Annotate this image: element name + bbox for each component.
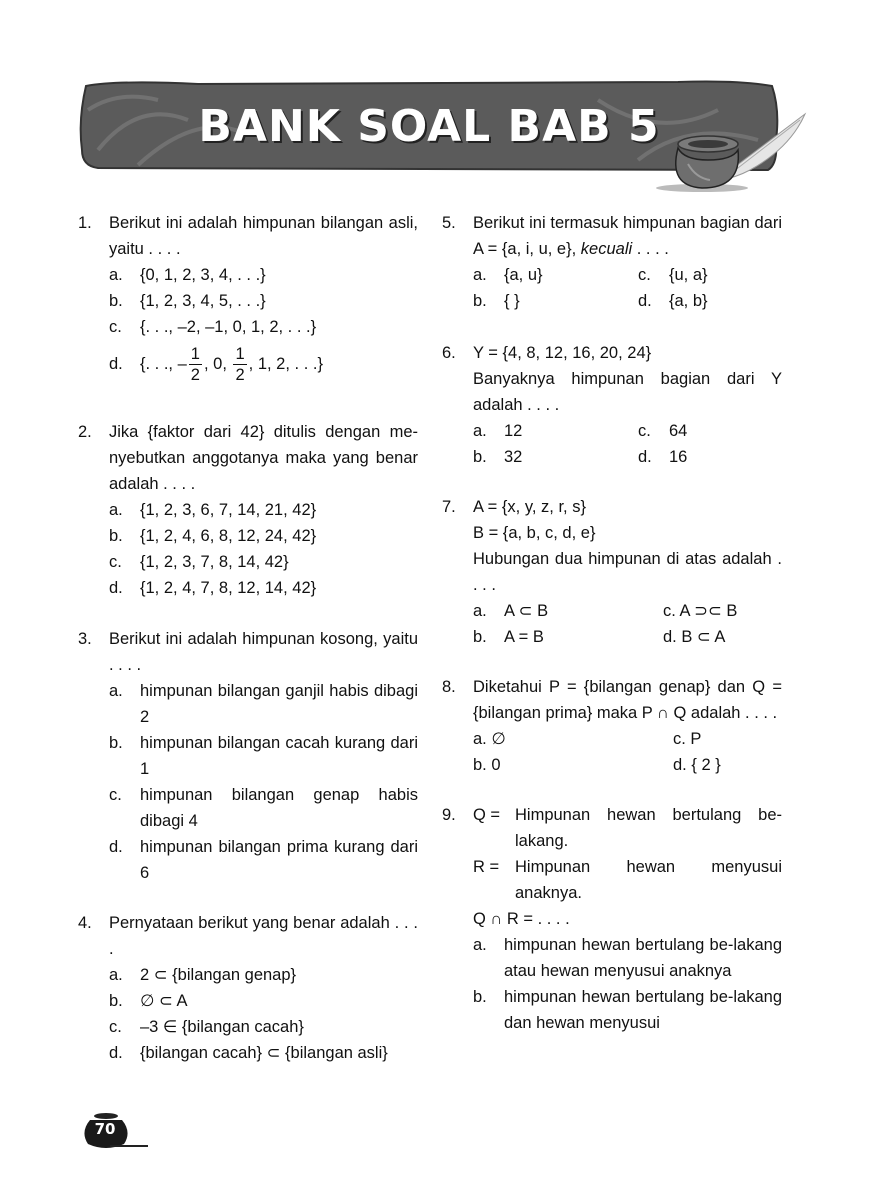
option-b: b. himpunan hewan bertulang be-lakang dan hewan menyusui	[473, 988, 782, 1032]
option-b: b. 0	[473, 756, 501, 774]
option-b: b. himpunan bilangan cacah kurang dari 1	[109, 734, 418, 778]
question-expression: Q ∩ R = . . . .	[473, 910, 570, 928]
option-a: a. 12	[473, 422, 523, 440]
page-number: 70	[94, 1120, 116, 1138]
definition-q: Q = Himpunan hewan bertulang be-lakang.	[473, 806, 782, 850]
option-a: a. 2 ⊂ {bilangan genap}	[109, 966, 297, 984]
option-a: a. ∅	[473, 730, 506, 748]
question-4	[78, 910, 418, 1066]
question-2	[78, 419, 418, 601]
option-d: d. {a, b}	[638, 292, 708, 310]
question-number: 6.	[442, 344, 456, 362]
option-d: d. { 2 }	[673, 756, 721, 774]
option-b: b. { }	[473, 292, 520, 310]
option-c: c. himpunan bilangan genap habis dibagi 4	[109, 786, 418, 830]
question-text: Banyaknya himpunan bagian dari Y adalah . . . .	[473, 370, 782, 414]
question-text: Pernyataan berikut yang benar adalah . . . .	[109, 914, 418, 958]
set-definition: Y = {4, 8, 12, 16, 20, 24}	[473, 344, 652, 362]
question-5	[442, 210, 782, 314]
fraction: $\frac{1}{2}$	[235, 345, 245, 384]
option-c: c. 64	[638, 422, 688, 440]
question-1	[78, 210, 418, 385]
banner-title: BANK SOAL BAB 5	[198, 100, 660, 152]
option-b: b. A = B	[473, 628, 544, 646]
inkpot-quill-icon	[640, 108, 810, 192]
question-6	[442, 340, 782, 470]
option-a: a. himpunan hewan bertulang be-lakang atau hewan menyusui anaknya	[473, 936, 782, 980]
option-d: d. B ⊂ A	[663, 628, 726, 646]
question-number: 3.	[78, 630, 92, 648]
fraction: $\frac{1}{2}$	[190, 345, 200, 384]
option-c: c. {. . ., –2, –1, 0, 1, 2, . . .}	[109, 318, 317, 336]
set-definition: B = {a, b, c, d, e}	[473, 524, 596, 542]
question-9	[442, 802, 782, 1036]
question-text: Berikut ini termasuk himpunan bagian dari A = {a, i, u, e}, kecuali . . . .	[473, 214, 782, 258]
option-d: d. {. . ., – $\frac{1}{2}$ , 0, $\frac{1}{2}$ , 1, 2, . . .}	[109, 345, 323, 384]
question-text: Diketahui P = {bilangan genap} dan Q = {bilangan prima} maka P ∩ Q adalah . . . .	[473, 678, 782, 722]
option-b: b. {1, 2, 3, 4, 5, . . .}	[109, 292, 266, 310]
question-number: 4.	[78, 914, 92, 932]
set-definition: A = {x, y, z, r, s}	[473, 498, 586, 516]
question-3	[78, 626, 418, 886]
question-number: 8.	[442, 678, 456, 696]
option-d: d. {1, 2, 4, 7, 8, 12, 14, 42}	[109, 579, 317, 597]
option-c: c. P	[673, 730, 702, 748]
right-column	[442, 210, 782, 1036]
left-column	[78, 210, 418, 1066]
option-a: a. {a, u}	[473, 266, 543, 284]
question-text: Berikut ini adalah himpunan kosong, yaitu . . . .	[109, 630, 418, 674]
question-7	[442, 494, 782, 650]
option-d: d. himpunan bilangan prima kurang dari 6	[109, 838, 418, 882]
option-d: d. 16	[638, 448, 688, 466]
option-b: b. ∅ ⊂ A	[109, 992, 188, 1010]
option-a: a. A ⊂ B	[473, 602, 549, 620]
question-number: 1.	[78, 214, 92, 232]
option-d: d. {bilangan cacah} ⊂ {bilangan asli}	[109, 1044, 388, 1062]
option-c: c. {u, a}	[638, 266, 708, 284]
question-number: 5.	[442, 214, 456, 232]
option-b: b. {1, 2, 4, 6, 8, 12, 24, 42}	[109, 527, 317, 545]
option-a: a. {0, 1, 2, 3, 4, . . .}	[109, 266, 266, 284]
question-text: Berikut ini adalah himpunan bilangan asli, yaitu . . . .	[109, 214, 418, 258]
option-c: c. –3 ∈ {bilangan cacah}	[109, 1018, 304, 1036]
question-text: Hubungan dua himpunan di atas adalah . . . .	[473, 550, 782, 594]
question-number: 9.	[442, 806, 456, 824]
definition-r: R = Himpunan hewan menyusui anaknya.	[473, 858, 782, 902]
question-number: 2.	[78, 423, 92, 441]
option-c: c. A ⊃⊂ B	[663, 602, 738, 620]
option-b: b. 32	[473, 448, 523, 466]
question-text: Jika {faktor dari 42} ditulis dengan me-nyebutkan anggotanya maka yang benar adalah . . . .	[109, 423, 418, 493]
question-8	[442, 674, 782, 778]
option-a: a. himpunan bilangan ganjil habis dibagi 2	[109, 682, 418, 726]
option-a: a. {1, 2, 3, 6, 7, 14, 21, 42}	[109, 501, 317, 519]
option-c: c. {1, 2, 3, 7, 8, 14, 42}	[109, 553, 289, 571]
question-number: 7.	[442, 498, 456, 516]
